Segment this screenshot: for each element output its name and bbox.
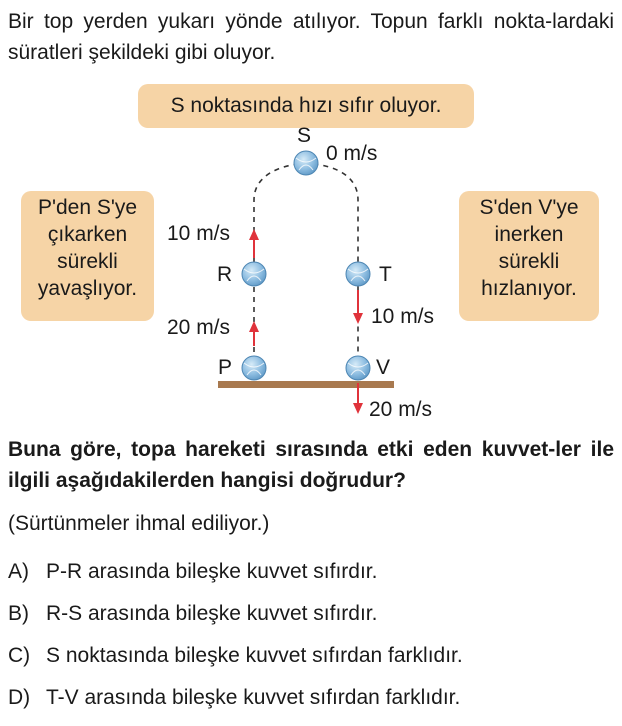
point-label-S: S [297, 124, 312, 147]
question-text: Buna göre, topa hareketi sırasında etki eden kuvvet-ler ile ilgili aşağıdakilerden hangisi doğrudur? [8, 438, 614, 492]
speed-label-P: 20 m/s [167, 316, 231, 339]
speed-label-R: 10 m/s [167, 222, 231, 245]
ground-bar [218, 381, 394, 388]
speed-label-V: 20 m/s [369, 398, 433, 421]
ball-R [242, 262, 266, 286]
callout-top: S noktasında hızı sıfır oluyor. [138, 84, 474, 128]
callout-left-line-4: yavaşlıyor. [37, 277, 138, 300]
callout-right-line-1: S'den V'ye [479, 196, 579, 219]
trajectory-path [254, 163, 358, 352]
speed-label-S: 0 m/s [326, 142, 378, 165]
option-b-letter: B) [8, 602, 29, 625]
arrow-R-up [249, 229, 259, 258]
callout-right-line-3: sürekli [498, 250, 560, 273]
option-d-letter: D) [8, 686, 31, 709]
option-a[interactable] [8, 558, 377, 586]
option-c-text: S noktasında bileşke kuvvet sıfırdan farklıdır. [46, 644, 463, 667]
point-label-R: R [217, 263, 233, 286]
point-label-V: V [376, 356, 391, 379]
point-label-T: T [379, 263, 392, 286]
callout-right-line-4: hızlanıyor. [481, 277, 577, 300]
option-a-text: P-R arasında bileşke kuvvet sıfırdır. [46, 560, 378, 583]
option-c-letter: C) [8, 644, 31, 667]
arrow-P-up [249, 321, 259, 346]
option-b-text: R-S arasında bileşke kuvvet sıfırdır. [46, 602, 378, 625]
point-label-P: P [218, 356, 233, 379]
option-d-text: T-V arasında bileşke kuvvet sıfırdan farklıdır. [46, 686, 461, 709]
option-c[interactable] [8, 642, 463, 670]
arrow-T-down [353, 290, 363, 324]
speed-label-T: 10 m/s [371, 305, 435, 328]
option-b[interactable] [8, 600, 377, 628]
callout-left-line-3: sürekli [57, 250, 118, 273]
callout-right-line-2: inerken [494, 223, 564, 246]
question-note: (Sürtünmeler ihmal ediliyor.) [8, 512, 270, 535]
ball-T [346, 262, 370, 286]
ball-V [346, 356, 370, 380]
callout-left-line-1: P'den S'ye [37, 196, 138, 219]
intro-text: Bir top yerden yukarı yönde atılıyor. Topun farklı nokta-lardaki süratleri şekildeki gibi oluyor. [8, 10, 614, 64]
callout-left-line-2: çıkarken [47, 223, 128, 246]
ball-S [294, 151, 318, 175]
option-a-letter: A) [8, 560, 29, 583]
ball-P [242, 356, 266, 380]
option-d[interactable] [8, 684, 460, 712]
